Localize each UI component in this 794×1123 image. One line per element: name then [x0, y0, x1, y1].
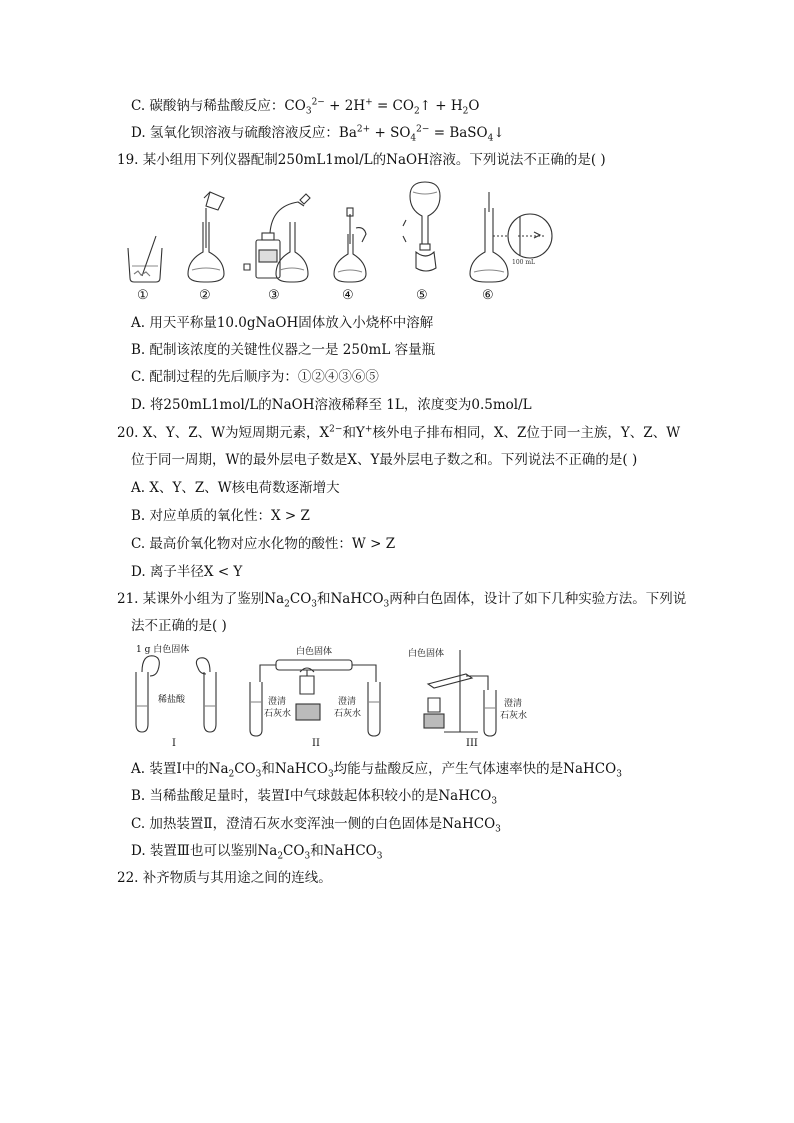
- fig3-right-label-1: 澄清: [504, 699, 523, 709]
- q21-stem-line2: 法不正确的是( ): [131, 618, 227, 634]
- fig3-solid-label: 白色固体: [408, 649, 445, 659]
- q22-stem: 22. 补齐物质与其用途之间的连线。: [117, 870, 332, 886]
- wash-bottle-icon: [244, 194, 310, 282]
- q21-option-d: D. 装置Ⅲ也可以鉴别$Na_2CO_3$和NaHCO$_3$: [131, 843, 383, 862]
- q21-apparatus-figure: [128, 642, 548, 750]
- fig-number-1: I: [172, 738, 176, 749]
- meniscus-flask-icon: [470, 192, 552, 282]
- fig-number-2: II: [312, 738, 320, 749]
- fig-label-3: ③: [268, 288, 280, 303]
- iron-stand-apparatus-icon: [424, 650, 496, 736]
- q18-option-c: C. 碳酸钠与稀盐酸反应：$CO_3^{2-} + 2H^+$ = $CO_2↑ + H_2O$: [131, 97, 480, 117]
- q19-option-d: D. 将250mL1mol/L的NaOH溶液稀释至 1L，浓度变为0.5mol/L: [131, 397, 532, 413]
- q20-option-a: A. X、Y、Z、W核电荷数逐渐增大: [131, 480, 340, 496]
- fig-number-3: III: [466, 738, 478, 749]
- q20-option-c: C. 最高价氧化物对应水化物的酸性：W > Z: [131, 536, 396, 552]
- q19-option-c: C. 配制过程的先后顺序为：①②④③⑥⑤: [131, 369, 379, 385]
- fig-label-4: ④: [342, 288, 354, 303]
- q21-stem-line1: 21. 某课外小组为了鉴别$Na_2CO_3$和NaHCO$_3$两种白色固体，设计了如下几种实验方法。下列说: [117, 591, 687, 610]
- q18-option-d: D. 氢氧化钡溶液与硫酸溶液反应：$Ba^{2+} + SO_4^{2-}$ = BaSO$_4$↓: [131, 124, 505, 144]
- q20-option-b: B. 对应单质的氧化性：X > Z: [131, 508, 310, 524]
- q20-option-d: D. 离子半径X < Y: [131, 564, 243, 580]
- dropper-icon: [334, 208, 366, 282]
- q20-stem-line1: 20. X、Y、Z、W为短周期元素，$X^{2-}$和Y+核外电子排布相同，X、Z位于同一主族，Y、Z、W: [117, 424, 681, 441]
- fig2-right-label-1: 澄清: [338, 697, 357, 707]
- q19-stem: 19. 某小组用下列仪器配制250mL1mol/L的NaOH溶液。下列说法不正确的是( ): [117, 152, 606, 168]
- beaker-icon: [128, 236, 162, 282]
- fig2-left-label-1: 澄清: [268, 697, 287, 707]
- volumetric-flask-icon: [188, 192, 224, 282]
- fig3-right-label-2: 石灰水: [500, 711, 528, 721]
- test-tube-balloon-icon: [136, 656, 216, 732]
- fig-label-6: ⑥: [482, 288, 494, 303]
- fig2-solid-label: 白色固体: [296, 647, 333, 657]
- q21-option-a: A. 装置Ⅰ中的$Na_2CO_3$和NaHCO$_3$均能与盐酸反应，产生气体速率快的是NaHCO$_3$: [131, 761, 622, 780]
- flask-volume-mark: 100 mL: [512, 259, 536, 266]
- fig-label-2: ②: [199, 288, 211, 303]
- fig2-right-label-2: 石灰水: [334, 709, 362, 719]
- q19-apparatus-figure: [120, 178, 560, 303]
- q21-option-c: C. 加热装置Ⅱ，澄清石灰水变浑浊一侧的白色固体是NaHCO$_3$: [131, 816, 501, 835]
- fig2-left-label-2: 石灰水: [264, 709, 292, 719]
- q19-option-b: B. 配制该浓度的关键性仪器之一是 250mL 容量瓶: [131, 342, 436, 358]
- q21-option-b: B. 当稀盐酸足量时，装置Ⅰ中气球鼓起体积较小的是NaHCO$_3$: [131, 788, 498, 807]
- inverting-flask-icon: [403, 178, 440, 271]
- q19-option-a: A. 用天平称量10.0gNaOH固体放入小烧杯中溶解: [131, 315, 434, 331]
- fig1-acid-label: 稀盐酸: [158, 695, 186, 705]
- fig-label-1: ①: [137, 288, 149, 303]
- fig-label-5: ⑤: [416, 288, 428, 303]
- fig1-solid-label: 1 g 白色固体: [136, 645, 190, 655]
- q20-stem-line2: 位于同一周期，W的最外层电子数是X、Y最外层电子数之和。下列说法不正确的是( ): [131, 452, 638, 468]
